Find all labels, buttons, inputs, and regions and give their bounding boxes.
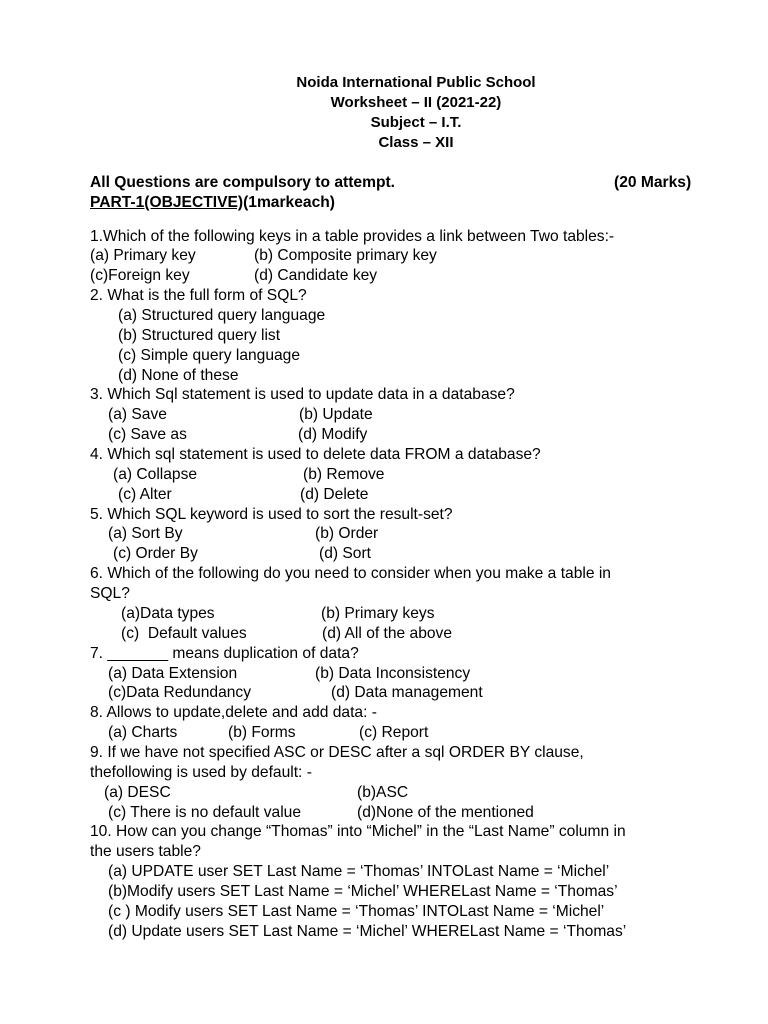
part-suffix: (1markeach) bbox=[243, 194, 335, 211]
q4-option-a: (a) Collapse bbox=[113, 466, 198, 483]
question-1: 1.Which of the following keys in a table provides a link between Two tables:- bbox=[90, 228, 615, 245]
q3-option-b: (b) Update bbox=[299, 406, 373, 423]
q5-option-a: (a) Sort By bbox=[108, 525, 183, 542]
q6-option-c: (c) Default values bbox=[121, 625, 247, 642]
q1-option-a: (a) Primary key bbox=[90, 247, 196, 264]
q4-option-b: (b) Remove bbox=[303, 466, 385, 483]
question-3: 3. Which Sql statement is used to update data in a database? bbox=[90, 386, 515, 403]
q2-option-a: (a) Structured query language bbox=[118, 307, 326, 324]
total-marks: (20 Marks) bbox=[614, 174, 692, 191]
q5-option-c: (c) Order By bbox=[113, 545, 198, 562]
q6-option-a: (a)Data types bbox=[121, 605, 215, 622]
q1-option-b: (b) Composite primary key bbox=[254, 247, 437, 264]
question-6: 6. Which of the following do you need to consider when you make a table in bbox=[90, 565, 611, 582]
subject-title: Subject – I.T. bbox=[370, 114, 462, 131]
q7-option-d: (d) Data management bbox=[331, 684, 483, 701]
q9-option-b: (b)ASC bbox=[357, 784, 409, 801]
part-title: PART-1(OBJECTIVE) bbox=[90, 194, 244, 211]
q7-option-b: (b) Data Inconsistency bbox=[315, 665, 471, 682]
q7-option-a: (a) Data Extension bbox=[108, 665, 238, 682]
q3-option-d: (d) Modify bbox=[298, 426, 368, 443]
q6-option-d: (d) All of the above bbox=[322, 625, 453, 642]
q8-option-b: (b) Forms bbox=[228, 724, 296, 741]
question-10: 10. How can you change “Thomas” into “Michel” in the “Last Name” column in bbox=[90, 823, 626, 840]
question-2: 2. What is the full form of SQL? bbox=[90, 287, 307, 304]
instructions-text: All Questions are compulsory to attempt. bbox=[90, 174, 395, 191]
question-7: 7. _______ means duplication of data? bbox=[90, 645, 359, 662]
q3-option-a: (a) Save bbox=[108, 406, 167, 423]
q1-option-d: (d) Candidate key bbox=[254, 267, 378, 284]
part-heading bbox=[90, 193, 335, 213]
class-title: Class – XII bbox=[378, 134, 454, 151]
q8-option-a: (a) Charts bbox=[108, 724, 178, 741]
q1-option-c: (c)Foreign key bbox=[90, 267, 190, 284]
question-9: 9. If we have not specified ASC or DESC after a sql ORDER BY clause, bbox=[90, 744, 584, 761]
q9-option-a: (a) DESC bbox=[104, 784, 171, 801]
school-name: Noida International Public School bbox=[296, 74, 536, 91]
question-8: 8. Allows to update,delete and add data: - bbox=[90, 704, 377, 721]
q2-option-d: (d) None of these bbox=[118, 367, 239, 384]
question-4: 4. Which sql statement is used to delete data FROM a database? bbox=[90, 446, 541, 463]
q7-option-c: (c)Data Redundancy bbox=[108, 684, 252, 701]
q2-option-c: (c) Simple query language bbox=[118, 347, 301, 364]
question-5: 5. Which SQL keyword is used to sort the result-set? bbox=[90, 506, 453, 523]
q10-option-b: (b)Modify users SET Last Name = ‘Michel’ WHERELast Name = ‘Thomas’ bbox=[108, 883, 618, 900]
q4-option-c: (c) Alter bbox=[118, 486, 172, 503]
q6-option-b: (b) Primary keys bbox=[321, 605, 435, 622]
q9-option-d: (d)None of the mentioned bbox=[357, 804, 534, 821]
q2-option-b: (b) Structured query list bbox=[118, 327, 281, 344]
q5-option-b: (b) Order bbox=[315, 525, 379, 542]
q4-option-d: (d) Delete bbox=[300, 486, 369, 503]
q10-option-a: (a) UPDATE user SET Last Name = ‘Thomas’ INTOLast Name = ‘Michel’ bbox=[108, 863, 610, 880]
question-9-continued: thefollowing is used by default: - bbox=[90, 764, 312, 781]
q8-option-c: (c) Report bbox=[359, 724, 429, 741]
worksheet-title: Worksheet – II (2021-22) bbox=[330, 94, 502, 111]
q5-option-d: (d) Sort bbox=[319, 545, 371, 562]
q9-option-c: (c) There is no default value bbox=[108, 804, 302, 821]
q3-option-c: (c) Save as bbox=[108, 426, 187, 443]
q10-option-d: (d) Update users SET Last Name = ‘Michel’ WHERELast Name = ‘Thomas’ bbox=[108, 923, 627, 940]
worksheet-header bbox=[0, 73, 768, 153]
question-10-continued: the users table? bbox=[90, 843, 201, 860]
question-6-continued: SQL? bbox=[90, 585, 130, 602]
q10-option-c: (c ) Modify users SET Last Name = ‘Thomas’ INTOLast Name = ‘Michel’ bbox=[108, 903, 605, 920]
